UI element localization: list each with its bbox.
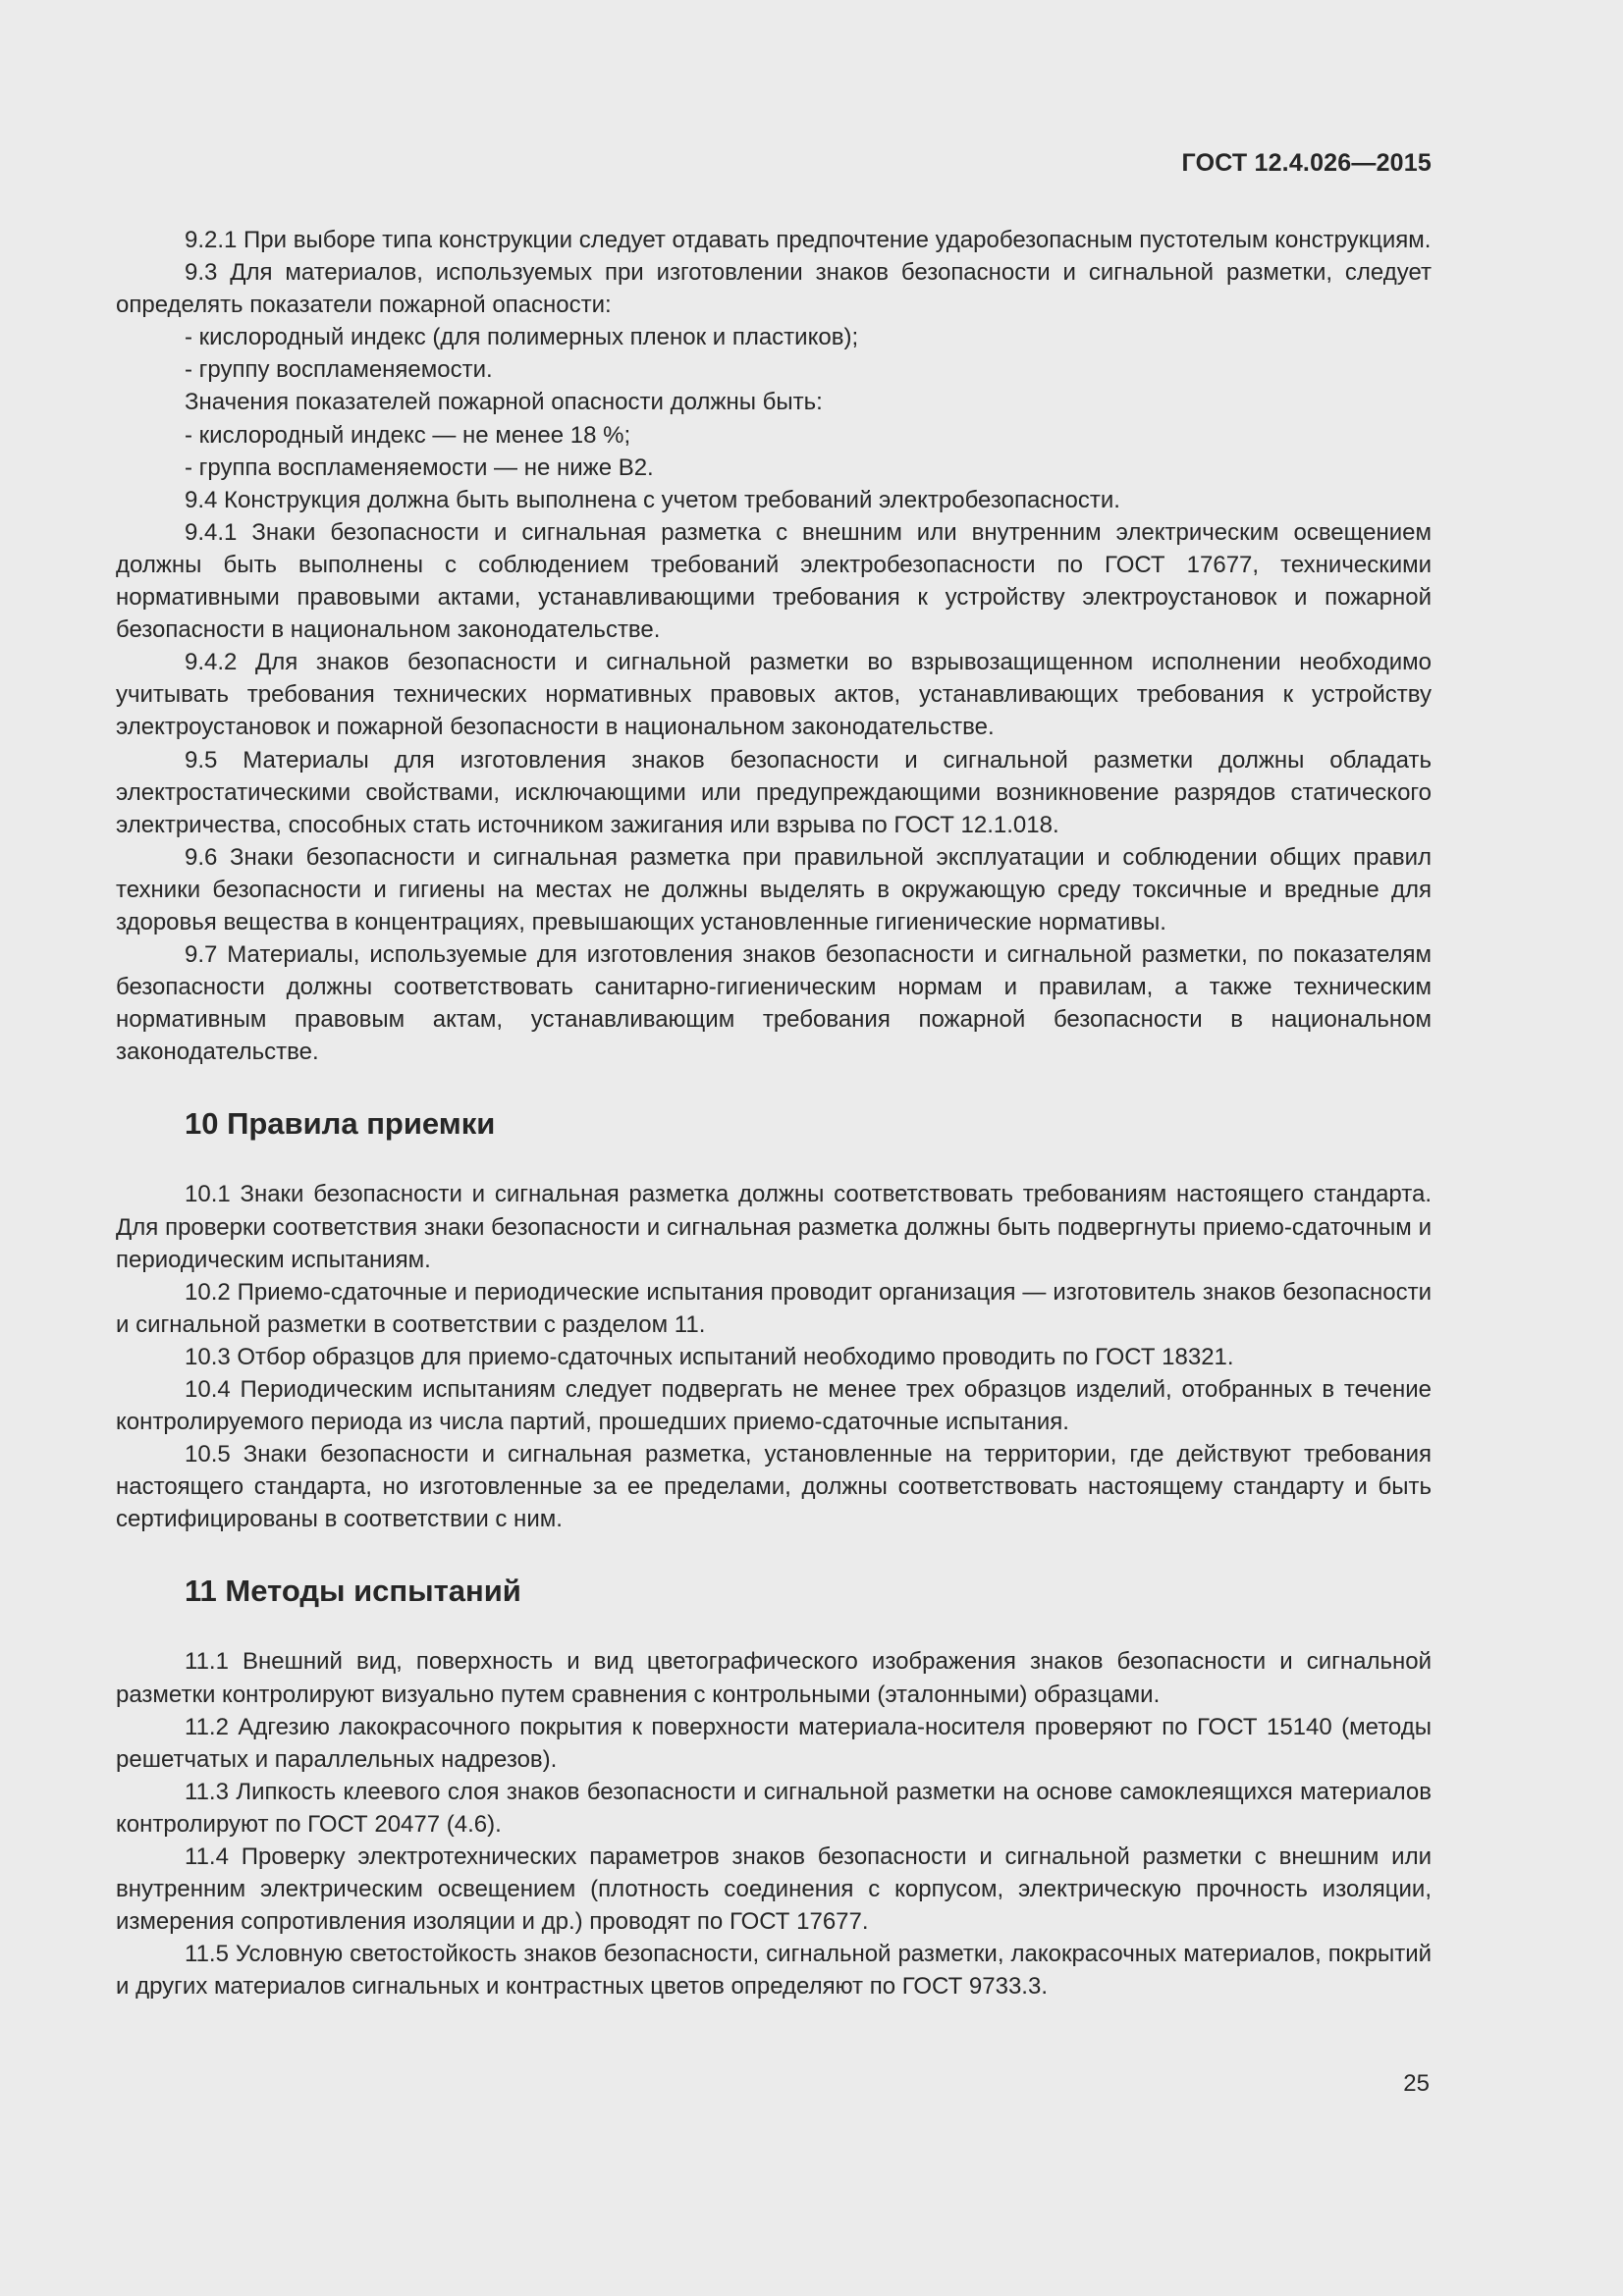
paragraph-9-4-2: 9.4.2 Для знаков безопасности и сигнальной разметки во взрывозащищенном исполнении необходимо учитывать требования технических нормативных правовых актов, устанавливающих требования к устройству электроустановок и пожарной безопасности в национальном законодательстве.: [116, 649, 1432, 741]
list-item: - группу воспламеняемости.: [185, 356, 493, 384]
page-number: 25: [1403, 2070, 1430, 2097]
paragraph-9-5: 9.5 Материалы для изготовления знаков безопасности и сигнальной разметки должны обладать электростатическими свойствами, исключающими или предупреждающими возникновение разрядов статического электричества, способных стать источником зажигания или взрыва по ГОСТ 12.1.018.: [116, 746, 1432, 838]
paragraph-11-3: 11.3 Липкость клеевого слоя знаков безопасности и сигнальной разметки на основе самоклеящихся материалов контролируют по ГОСТ 20477 (4.6).: [116, 1778, 1432, 1838]
paragraph-9-4-1: 9.4.1 Знаки безопасности и сигнальная разметка с внешним или внутренним электрическим освещением должны быть выполнены с соблюдением требований электробезопасности по ГОСТ 17677, техническими нормативными правовыми актами, устанавливающими требования к устройству электроустановок и пожарной безопасности в национальном законодательстве.: [116, 518, 1432, 644]
paragraph-10-1: 10.1 Знаки безопасности и сигнальная разметка должны соответствовать требованиям настоящего стандарта. Для проверки соответствия знаки безопасности и сигнальная разметка должны быть подвергнуты приемо-сдаточным и периодическим испытаниям.: [116, 1181, 1432, 1273]
paragraph-9-2-1: 9.2.1 При выборе типа конструкции следует отдавать предпочтение ударобезопасным пустотелым конструкциям.: [185, 227, 1432, 253]
paragraph-9-6: 9.6 Знаки безопасности и сигнальная разметка при правильной эксплуатации и соблюдении общих правил техники безопасности и гигиены на местах не должны выделять в окружающую среду токсичные и вредные для здоровья вещества в концентрациях, превышающих установленные гигиенические нормативы.: [116, 843, 1432, 935]
paragraph-11-1: 11.1 Внешний вид, поверхность и вид цветографического изображения знаков безопасности и сигнальной разметки контролируют визуально путем сравнения с контрольными (эталонными) образцами.: [116, 1648, 1432, 1708]
section-heading-10: 10 Правила приемки: [185, 1106, 496, 1142]
paragraph-11-2: 11.2 Адгезию лакокрасочного покрытия к поверхности материала-носителя проверяют по ГОСТ 15140 (методы решетчатых и параллельных надрезов).: [116, 1713, 1432, 1773]
list-item: - кислородный индекс — не менее 18 %;: [185, 421, 631, 449]
paragraph-10-3: 10.3 Отбор образцов для приемо-сдаточных испытаний необходимо проводить по ГОСТ 18321.: [185, 1343, 1234, 1370]
paragraph-9-4: 9.4 Конструкция должна быть выполнена с учетом требований электробезопасности.: [185, 486, 1120, 513]
document-header: ГОСТ 12.4.026—2015: [1181, 149, 1432, 177]
paragraph-10-4: 10.4 Периодическим испытаниям следует подвергать не менее трех образцов изделий, отобранных в течение контролируемого периода из числа партий, прошедших приемо-сдаточные испытания.: [116, 1376, 1432, 1436]
paragraph-10-2: 10.2 Приемо-сдаточные и периодические испытания проводит организация — изготовитель знаков безопасности и сигнальной разметки в соответствии с разделом 11.: [116, 1278, 1432, 1338]
paragraph-9-7: 9.7 Материалы, используемые для изготовления знаков безопасности и сигнальной разметки, по показателям безопасности должны соответствовать санитарно-гигиеническим нормам и правилам, а также техническим нормативным правовым актам, устанавливающим требования пожарной безопасности в национальном законодательстве.: [116, 941, 1432, 1066]
list-item: - группа воспламеняемости — не ниже В2.: [185, 454, 654, 481]
document-body: [116, 224, 1432, 2003]
paragraph-10-5: 10.5 Знаки безопасности и сигнальная разметка, установленные на территории, где действуют требования настоящего стандарта, но изготовленные за ее пределами, должны соответствовать настоящему стандарту и быть сертифицированы в соответствии с ним.: [116, 1441, 1432, 1533]
paragraph-values: Значения показателей пожарной опасности должны быть:: [185, 389, 823, 416]
paragraph-9-3: 9.3 Для материалов, используемых при изготовлении знаков безопасности и сигнальной разметки, следует определять показатели пожарной опасности:: [116, 259, 1432, 319]
paragraph-11-5: 11.5 Условную светостойкость знаков безопасности, сигнальной разметки, лакокрасочных материалов, покрытий и других материалов сигнальных и контрастных цветов определяют по ГОСТ 9733.3.: [116, 1941, 1432, 2001]
section-heading-11: 11 Методы испытаний: [185, 1574, 521, 1609]
list-item: - кислородный индекс (для полимерных пленок и пластиков);: [185, 324, 859, 351]
paragraph-11-4: 11.4 Проверку электротехнических параметров знаков безопасности и сигнальной разметки с внешним или внутренним электрическим освещением (плотность соединения с корпусом, электрическую прочность изоляции, измерения сопротивления изоляции и др.) проводят по ГОСТ 17677.: [116, 1843, 1432, 1936]
